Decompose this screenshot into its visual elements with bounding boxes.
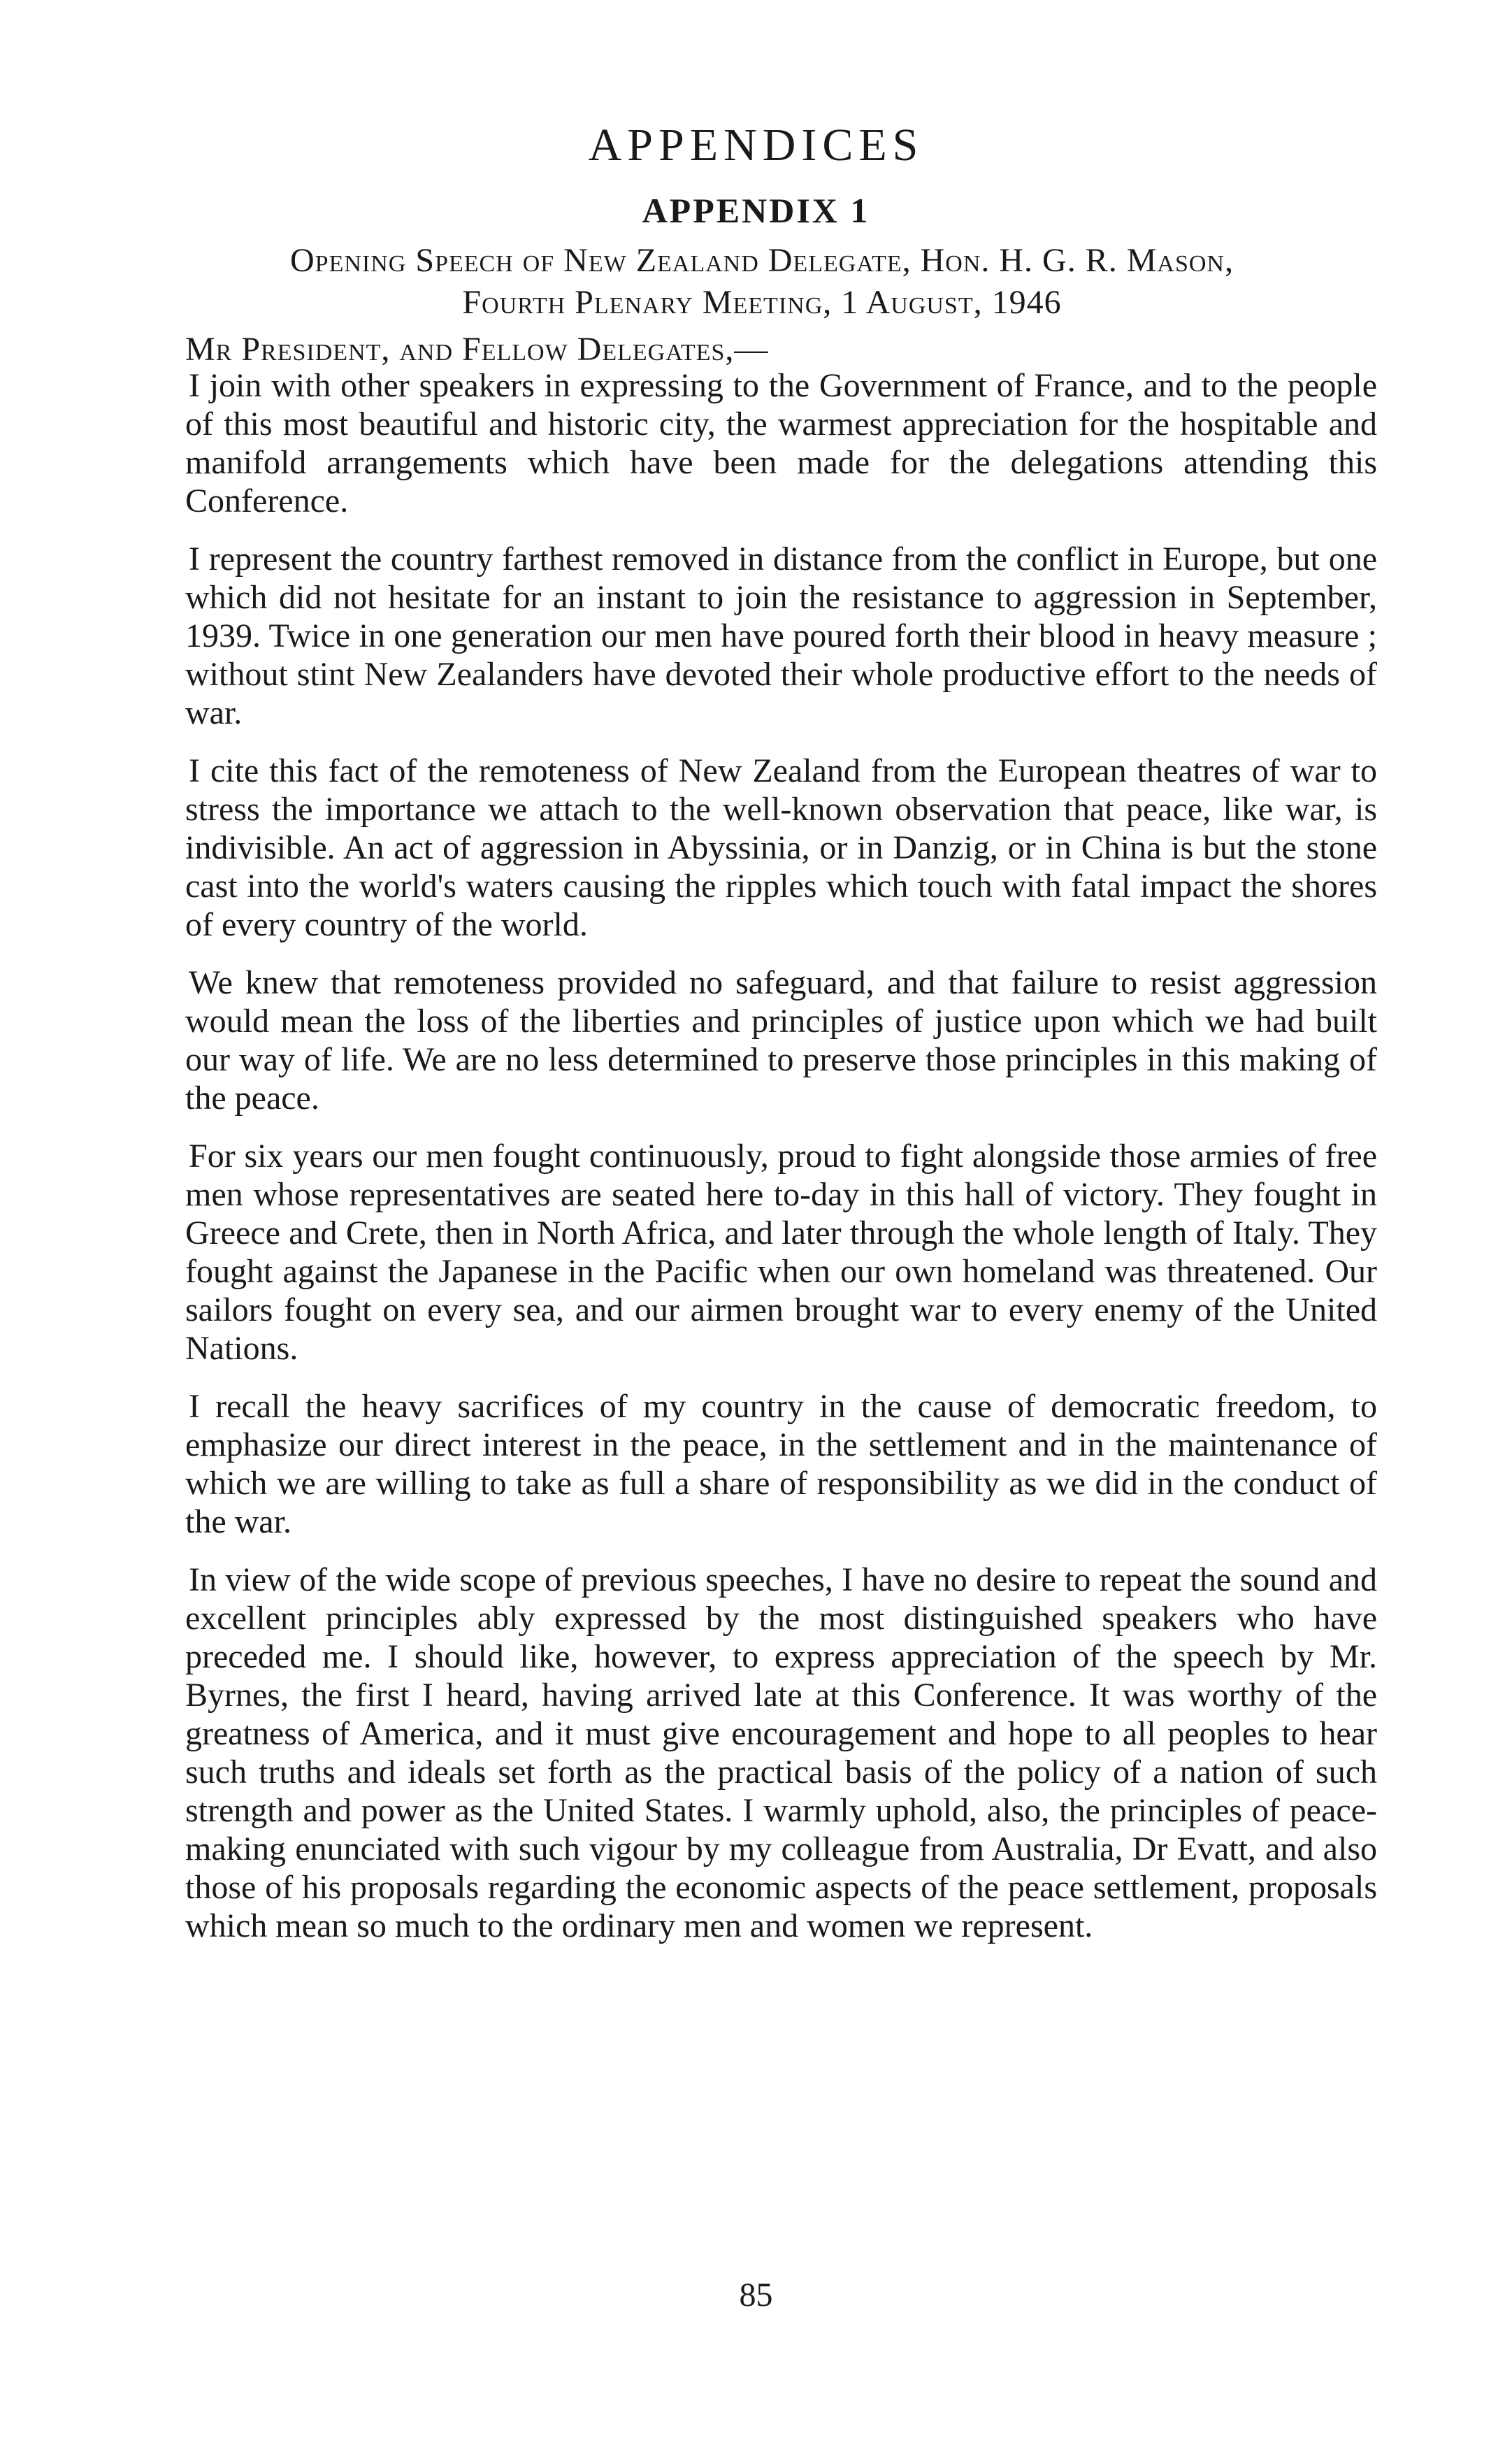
paragraph: For six years our men fought continuously, proud to fight alongside those armies of free men whose representatives are seated here to-day in this hall of victory. They fought in Greece and Crete, then in North Africa, and later through the whole length of Italy. They fought against the Japanese in the Pacific when our own homeland was threatened. Our sailors fought on every sea, and our airmen brought war to every enemy of the United Nations. [185, 1138, 1377, 1367]
speech-body [185, 366, 1377, 1965]
page-title: APPENDICES [588, 120, 924, 171]
paragraph: We knew that remoteness provided no safeguard, and that failure to resist aggression would mean the loss of the liberties and principles of justice upon which we had built our way of life. We are no less determined to preserve those principles in this making of the peace. [185, 964, 1377, 1117]
paragraph: I join with other speakers in expressing to the Government of France, and to the people of this most beautiful and historic city, the warmest appreciation for the hospitable and manifold arrangements which have been made for the delegations attending this Conference. [185, 367, 1377, 519]
paragraph: In view of the wide scope of previous speeches, I have no desire to repeat the sound and excellent principles ably expressed by the most distinguished speakers who have preceded me. I should like, however, to express appreciation of the speech by Mr. Byrnes, the first I heard, having arrived late at this Conference. It was worthy of the greatness of America, and it must give encouragement and hope to all peoples to hear such truths and ideals set forth as the practical basis of the policy of a nation of such strength and power as the United States. I warmly uphold, also, the principles of peace-making enunciated with such vigour by my colleague from Australia, Dr Evatt, and also those of his proposals regarding the economic aspects of the peace settlement, proposals which mean so much to the ordinary men and women we represent. [185, 1561, 1377, 1944]
paragraph: I cite this fact of the remoteness of New Zealand from the European theatres of war to stress the importance we attach to the well-known observation that peace, like war, is indivisible. An act of aggression in Abyssinia, or in Danzig, or in China is but the stone cast into the world's waters causing the ripples which touch with fatal impact the shores of every country of the world. [185, 752, 1377, 943]
salutation: Mr President, and Fellow Delegates,— [185, 331, 769, 368]
speech-heading-line-2: Fourth Plenary Meeting, 1 August, 1946 [462, 284, 1062, 321]
page-number: 85 [739, 2276, 773, 2314]
paragraph: I recall the heavy sacrifices of my country in the cause of democratic freedom, to emphasize our direct interest in the peace, in the settlement and in the maintenance of which we are willing to take as full a share of responsibility as we did in the conduct of the war. [185, 1388, 1377, 1540]
speech-heading [168, 240, 1356, 324]
paragraph: I represent the country farthest removed in distance from the conflict in Europe, but one which did not hesitate for an instant to join the resistance to aggression in September, 1939. Twice in one generation our men have poured forth their blood in heavy measure ; without stint New Zealanders have devoted their whole productive effort to the needs of war. [185, 540, 1377, 731]
appendix-subtitle: APPENDIX 1 [642, 191, 870, 230]
speech-heading-line-1: Opening Speech of New Zealand Delegate, Hon. H. G. R. Mason, [290, 242, 1234, 279]
